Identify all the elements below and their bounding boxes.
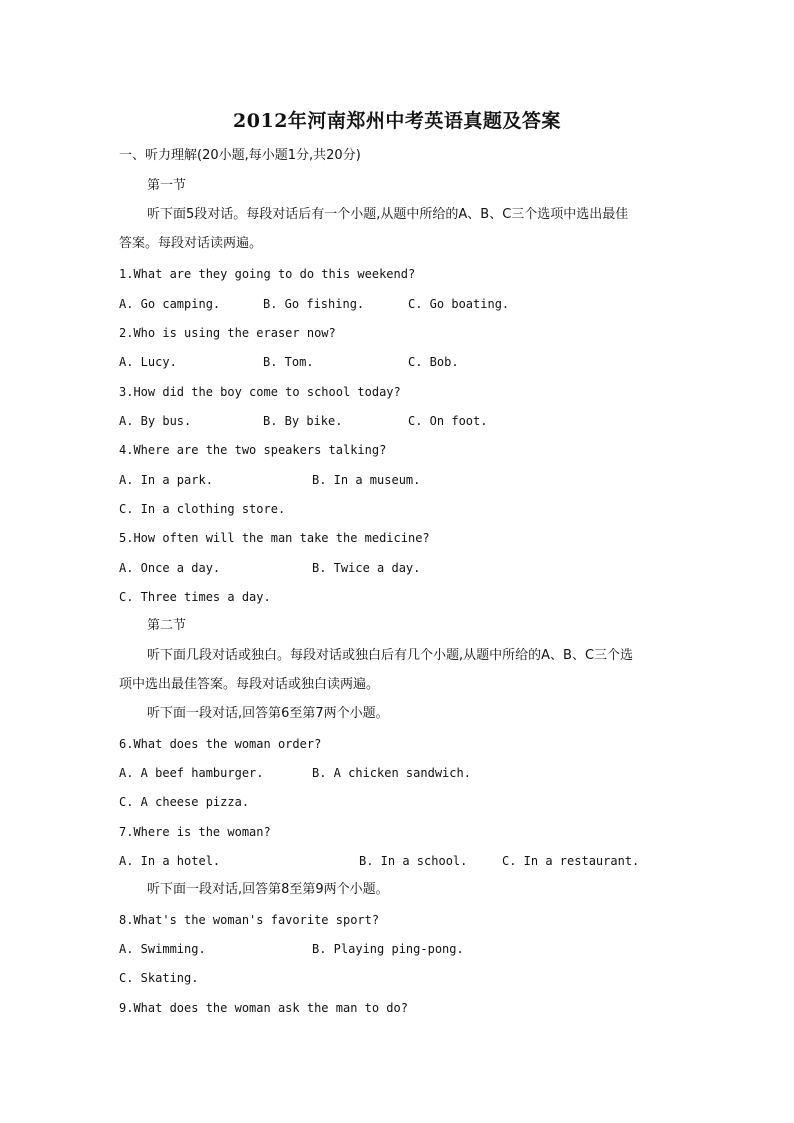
question-stem: 1.What are they going to do this weekend? (119, 267, 416, 281)
instruction-line: 听下面5段对话。每段对话后有一个小题,从题中所给的A、B、C三个选项中选出最佳 (147, 207, 629, 222)
option-b: B. In a school. (359, 854, 468, 868)
option-c: C. Bob. (408, 355, 459, 369)
dialog-instruction: 听下面一段对话,回答第8至第9两个小题。 (147, 882, 389, 897)
part-one-label: 第一节 (147, 178, 187, 193)
option-a: A. Once a day. (119, 561, 221, 575)
question-stem: 3.How did the boy come to school today? (119, 385, 401, 399)
option-a: A. Go camping. (119, 297, 221, 311)
option-a: A. In a park. (119, 473, 213, 487)
option-b: B. A chicken sandwich. (312, 766, 471, 780)
instruction-line: 听下面几段对话或独白。每段对话或独白后有几个小题,从题中所给的A、B、C三个选 (147, 648, 634, 663)
option-c: C. In a restaurant. (502, 854, 640, 868)
option-c: C. Go boating. (408, 297, 510, 311)
question-stem: 7.Where is the woman? (119, 825, 271, 839)
option-b: B. Twice a day. (312, 561, 421, 575)
option-a: A. A beef hamburger. (119, 766, 264, 780)
option-c: C. In a clothing store. (119, 502, 286, 516)
question-stem: 2.Who is using the eraser now? (119, 326, 336, 340)
question-stem: 4.Where are the two speakers talking? (119, 443, 387, 457)
option-b: B. By bike. (263, 414, 343, 428)
question-stem: 6.What does the woman order? (119, 737, 322, 751)
option-c: C. Three times a day. (119, 590, 271, 604)
option-a: A. Swimming. (119, 942, 206, 956)
option-a: A. In a hotel. (119, 854, 221, 868)
instruction-line: 项中选出最佳答案。每段对话或独白读两遍。 (119, 677, 380, 692)
page-title: 2012年河南郑州中考英语真题及答案 (233, 110, 561, 132)
dialog-instruction: 听下面一段对话,回答第6至第7两个小题。 (147, 706, 389, 721)
option-a: A. By bus. (119, 414, 192, 428)
option-c: C. Skating. (119, 971, 199, 985)
option-c: C. A cheese pizza. (119, 795, 250, 809)
option-a: A. Lucy. (119, 355, 177, 369)
question-stem: 5.How often will the man take the medicine? (119, 531, 430, 545)
option-b: B. In a museum. (312, 473, 421, 487)
question-stem: 8.What's the woman's favorite sport? (119, 913, 380, 927)
instruction-line: 答案。每段对话读两遍。 (119, 236, 263, 251)
section-heading: 一、听力理解(20小题,每小题1分,共20分) (119, 148, 361, 163)
option-b: B. Playing ping-pong. (312, 942, 464, 956)
option-c: C. On foot. (408, 414, 488, 428)
part-two-label: 第二节 (147, 618, 187, 633)
option-b: B. Go fishing. (263, 297, 365, 311)
option-b: B. Tom. (263, 355, 314, 369)
question-stem: 9.What does the woman ask the man to do? (119, 1001, 408, 1015)
